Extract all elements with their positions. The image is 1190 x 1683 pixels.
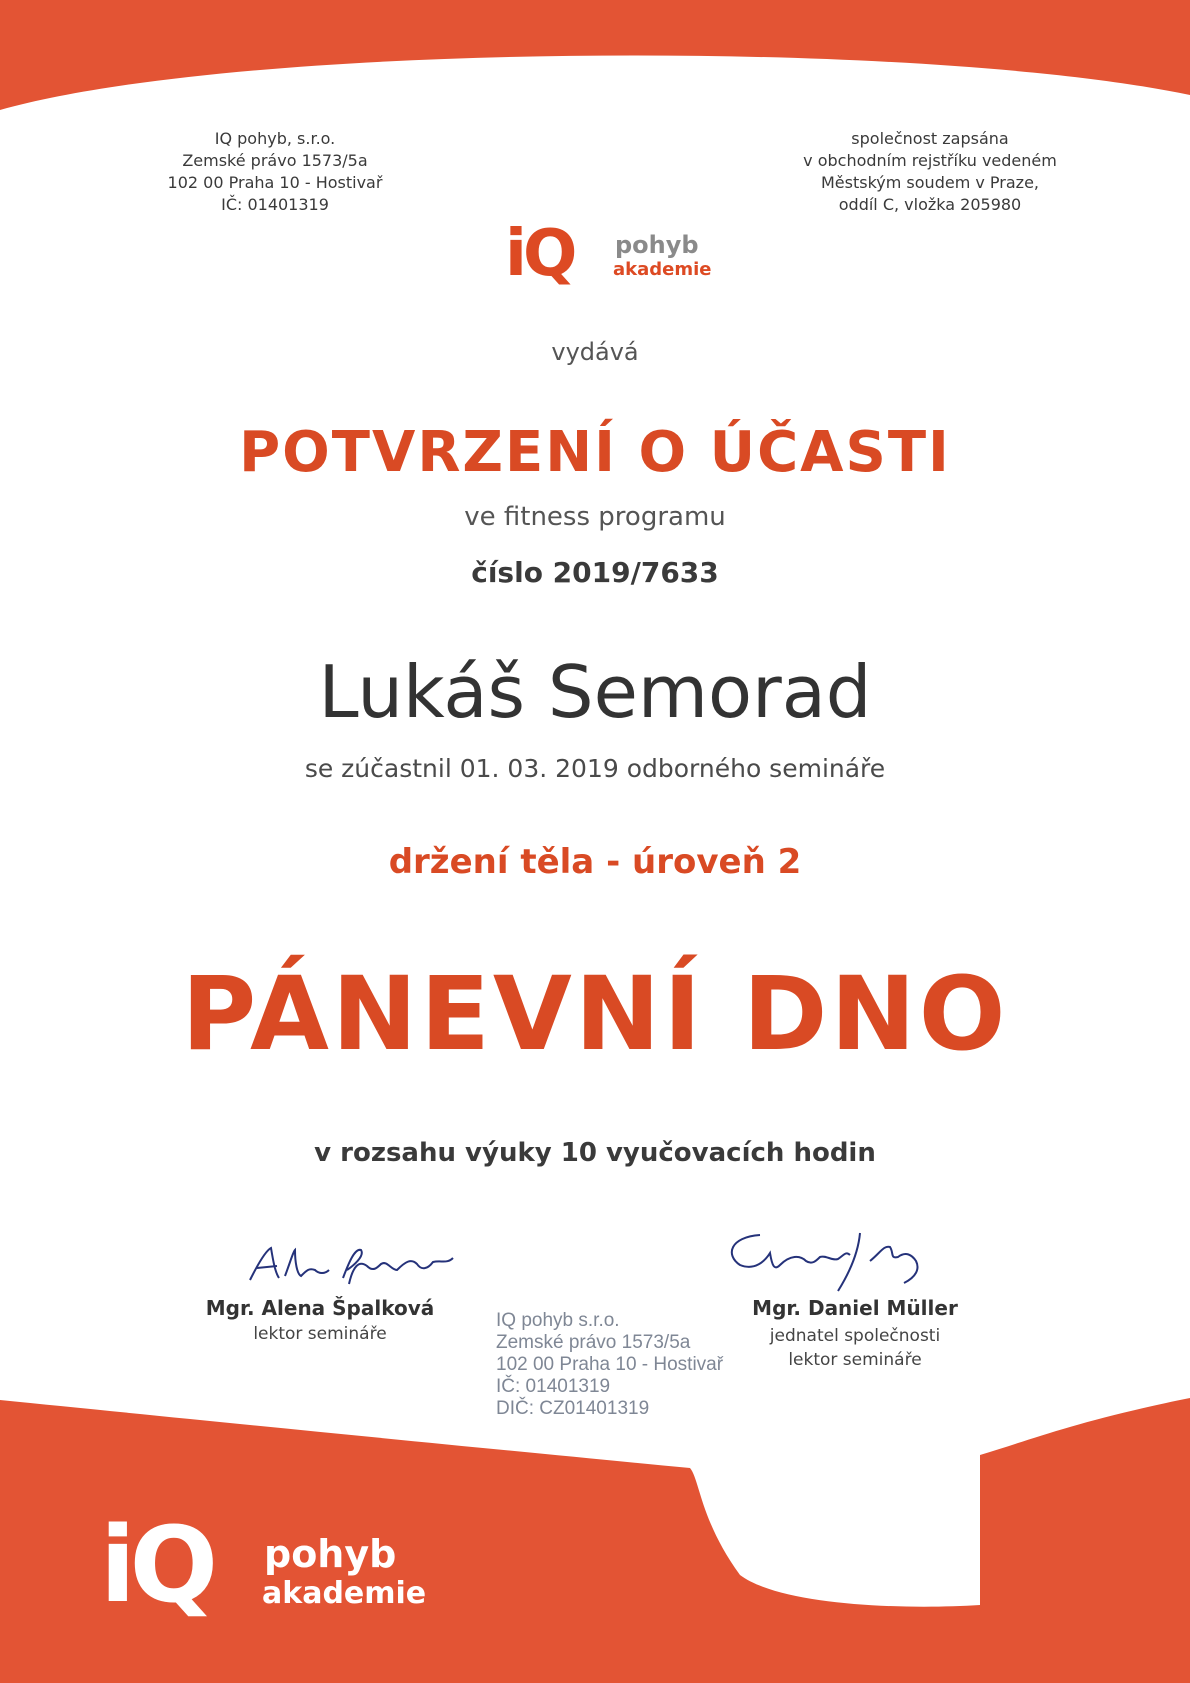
signatory-left-name: Mgr. Alena Špalková (205, 1296, 435, 1320)
company-stamp: IQ pohyb s.r.o. Zemské právo 1573/5a 102 00 Praha 10 - Hostivař IČ: 01401319 DIČ: CZ01401319 (496, 1310, 724, 1419)
iq-pohyb-logo-bottom (100, 1504, 440, 1638)
issues-label: vydává (551, 338, 639, 366)
company-registration: společnost zapsána v obchodním rejstříku vedeném Městským soudem v Praze, oddíl C, vložka 205980 (803, 129, 1057, 214)
signatory-right-name: Mgr. Daniel Müller (752, 1296, 958, 1320)
signature-right (720, 1225, 960, 1300)
logo-word-akademie: akademie (613, 259, 712, 280)
logo-word-pohyb: pohyb (615, 231, 699, 259)
iq-logo-mark-bottom: iQ (100, 1504, 213, 1626)
iq-pohyb-logo (505, 217, 715, 305)
participant-name: Lukáš Semorad (318, 650, 872, 734)
certificate-number: číslo 2019/7633 (471, 556, 719, 589)
course-title: PÁNEVNÍ DNO (181, 955, 1009, 1074)
certificate-title: POTVRZENÍ O ÚČASTI (239, 420, 951, 485)
attendance-text: se zúčastnil 01. 03. 2019 odborného semináře (304, 754, 886, 783)
signatory-right-role2: lektor semináře (788, 1350, 922, 1370)
signature-left (245, 1240, 465, 1290)
signatory-right-role1: jednatel společnosti (769, 1326, 941, 1346)
seminar-name: držení těla - úroveň 2 (388, 842, 802, 882)
program-text: ve fitness programu (464, 502, 726, 532)
teaching-scope: v rozsahu výuky 10 vyučovacích hodin (314, 1138, 876, 1168)
issuer-address: IQ pohyb, s.r.o. Zemské právo 1573/5a 102 00 Praha 10 - Hostivař IČ: 01401319 (167, 129, 383, 214)
iq-logo-mark: iQ (505, 217, 574, 291)
logo-word-pohyb-bottom: pohyb (264, 1532, 397, 1576)
signatory-left-role: lektor semináře (253, 1324, 387, 1344)
logo-word-akademie-bottom: akademie (262, 1576, 427, 1611)
